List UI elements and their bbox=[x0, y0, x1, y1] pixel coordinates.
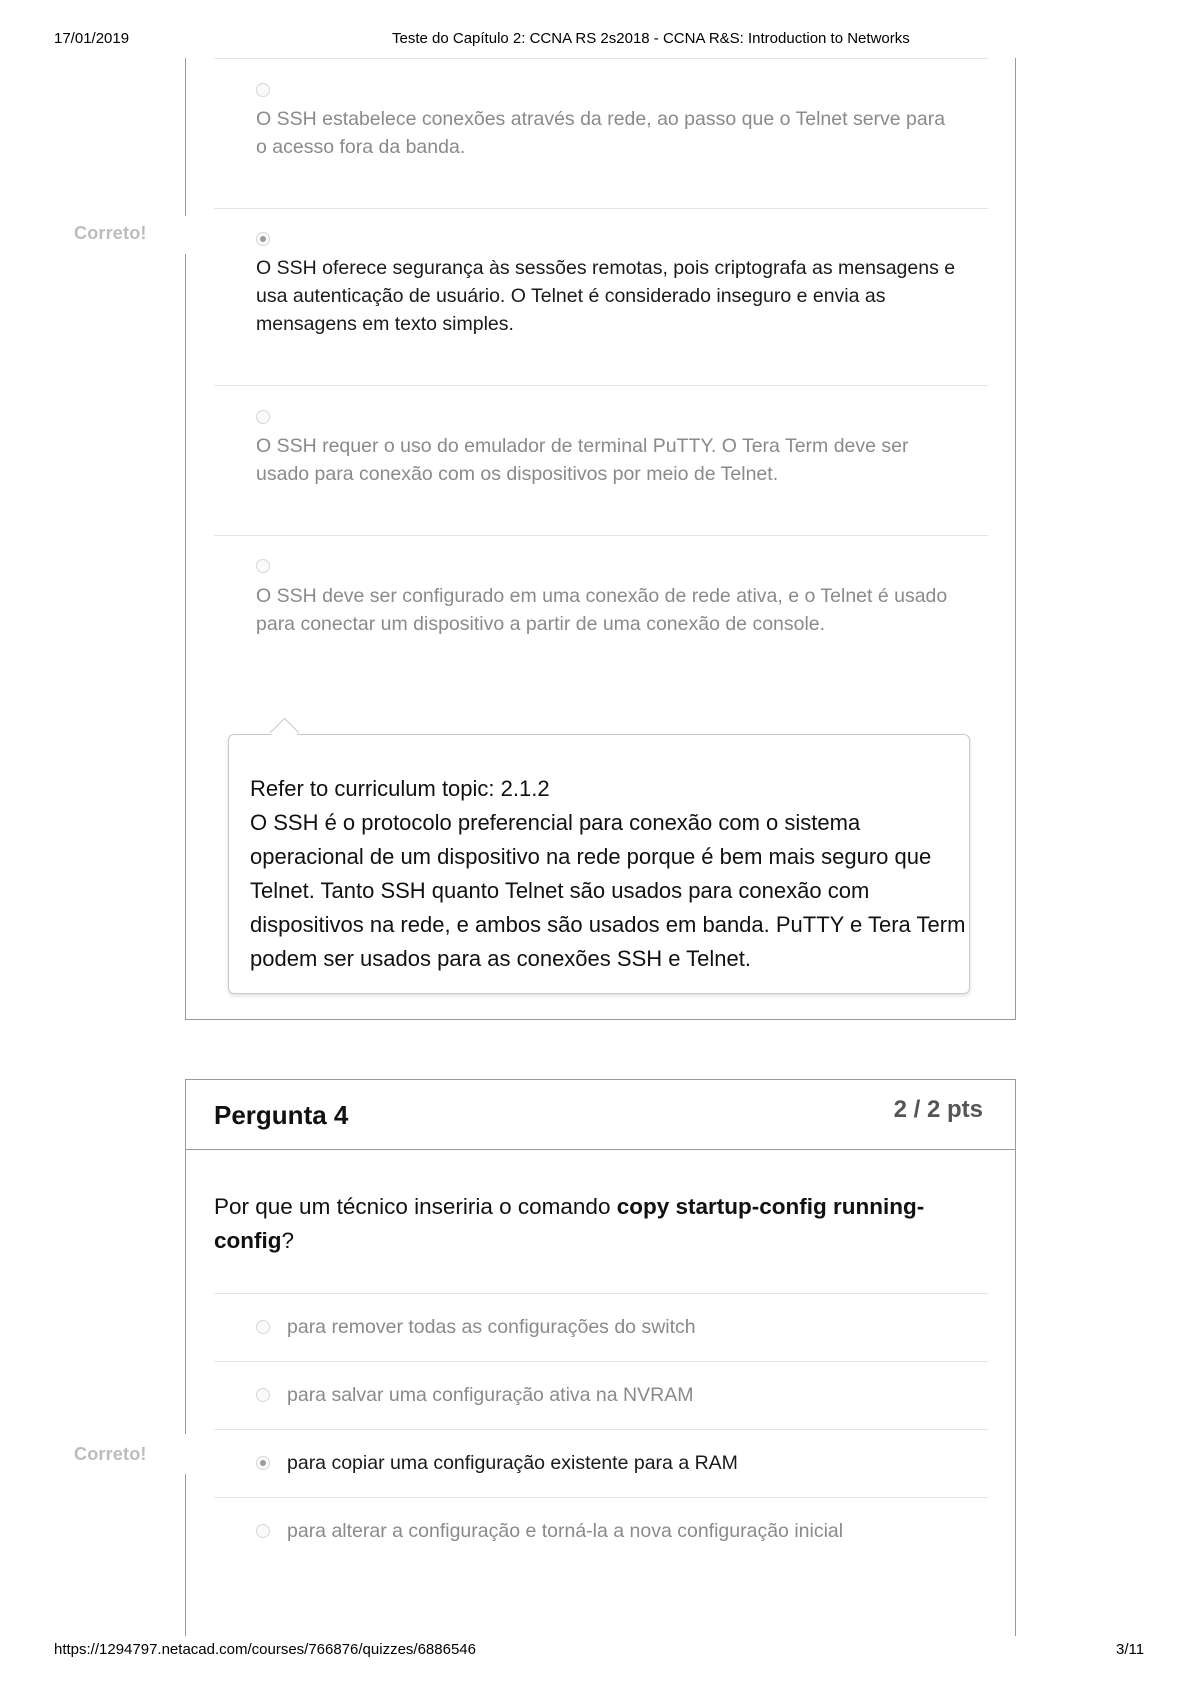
question-3-left-border bbox=[185, 254, 186, 1020]
print-date: 17/01/2019 bbox=[54, 30, 130, 47]
answer-text: O SSH estabelece conexões através da rede, ao passo que o Telnet serve para o acesso fora da banda. bbox=[256, 108, 946, 158]
question-4-left-border bbox=[185, 1079, 186, 1434]
answer-divider bbox=[214, 1497, 988, 1498]
question-4-header-divider bbox=[185, 1149, 1016, 1150]
correct-indicator: Correto! bbox=[74, 1444, 147, 1464]
print-url: https://1294797.netacad.com/courses/766876/quizzes/6886546 bbox=[54, 1641, 476, 1658]
radio-button[interactable] bbox=[256, 83, 270, 97]
radio-button[interactable] bbox=[256, 1388, 270, 1402]
answer-divider bbox=[214, 535, 988, 536]
answer-divider bbox=[214, 1293, 988, 1294]
radio-button[interactable] bbox=[256, 410, 270, 424]
question-command: copy startup-config running-config bbox=[214, 1194, 925, 1253]
radio-button-selected[interactable] bbox=[256, 232, 270, 246]
answer-divider bbox=[214, 1361, 988, 1362]
answer-text: O SSH requer o uso do emulador de terminal PuTTY. O Tera Term deve ser usado para conexão com os dispositivos por meio de Telnet. bbox=[256, 435, 909, 485]
answer-text: para remover todas as configurações do switch bbox=[287, 1316, 696, 1338]
question-points: 2 / 2 pts bbox=[893, 1096, 983, 1123]
answer-divider bbox=[214, 385, 988, 386]
answer-divider bbox=[214, 1429, 988, 1430]
answer-divider bbox=[214, 208, 988, 209]
radio-button[interactable] bbox=[256, 559, 270, 573]
print-page-title: Teste do Capítulo 2: CCNA RS 2s2018 - CCNA R&S: Introduction to Networks bbox=[392, 30, 910, 47]
radio-button[interactable] bbox=[256, 1524, 270, 1538]
question-3-left-border bbox=[185, 58, 186, 216]
print-page-number: 3/11 bbox=[1116, 1641, 1145, 1658]
answer-text: para salvar uma configuração ativa na NVRAM bbox=[287, 1384, 694, 1406]
question-4-right-border bbox=[1015, 1079, 1016, 1636]
question-4-left-border bbox=[185, 1474, 186, 1636]
question-3-right-border bbox=[1015, 58, 1016, 1020]
correct-indicator: Correto! bbox=[74, 223, 147, 243]
question-title: Pergunta 4 bbox=[214, 1100, 349, 1130]
question-text: Por que um técnico inseriria o comando copy startup-config running-config? bbox=[214, 1194, 925, 1253]
feedback-body: O SSH é o protocolo preferencial para conexão com o sistema operacional de um dispositivo na rede porque é bem mais seguro que Telnet. Tanto SSH quanto Telnet são usados para conexão com dispositivos na rede, e ambos são usados em banda. PuTTY e Tera Term podem ser usados para as conexões SSH e Telnet. bbox=[250, 810, 966, 971]
answer-text: O SSH deve ser configurado em uma conexão de rede ativa, e o Telnet é usado para conectar um dispositivo a partir de uma conexão de console. bbox=[256, 585, 948, 635]
answer-text: O SSH oferece segurança às sessões remotas, pois criptografa as mensagens e usa autenticação de usuário. O Telnet é considerado inseguro e envia as mensagens em texto simples. bbox=[256, 257, 956, 335]
radio-button[interactable] bbox=[256, 1320, 270, 1334]
feedback-topic: Refer to curriculum topic: 2.1.2 bbox=[250, 776, 550, 801]
radio-button-selected[interactable] bbox=[256, 1456, 270, 1470]
answer-text: para copiar uma configuração existente para a RAM bbox=[287, 1452, 738, 1474]
answer-divider bbox=[214, 58, 988, 59]
question-4-top-border bbox=[185, 1079, 1016, 1080]
answer-text: para alterar a configuração e torná-la a nova configuração inicial bbox=[287, 1520, 844, 1542]
feedback-text bbox=[250, 772, 970, 976]
question-3-bottom-border bbox=[185, 1019, 1016, 1020]
